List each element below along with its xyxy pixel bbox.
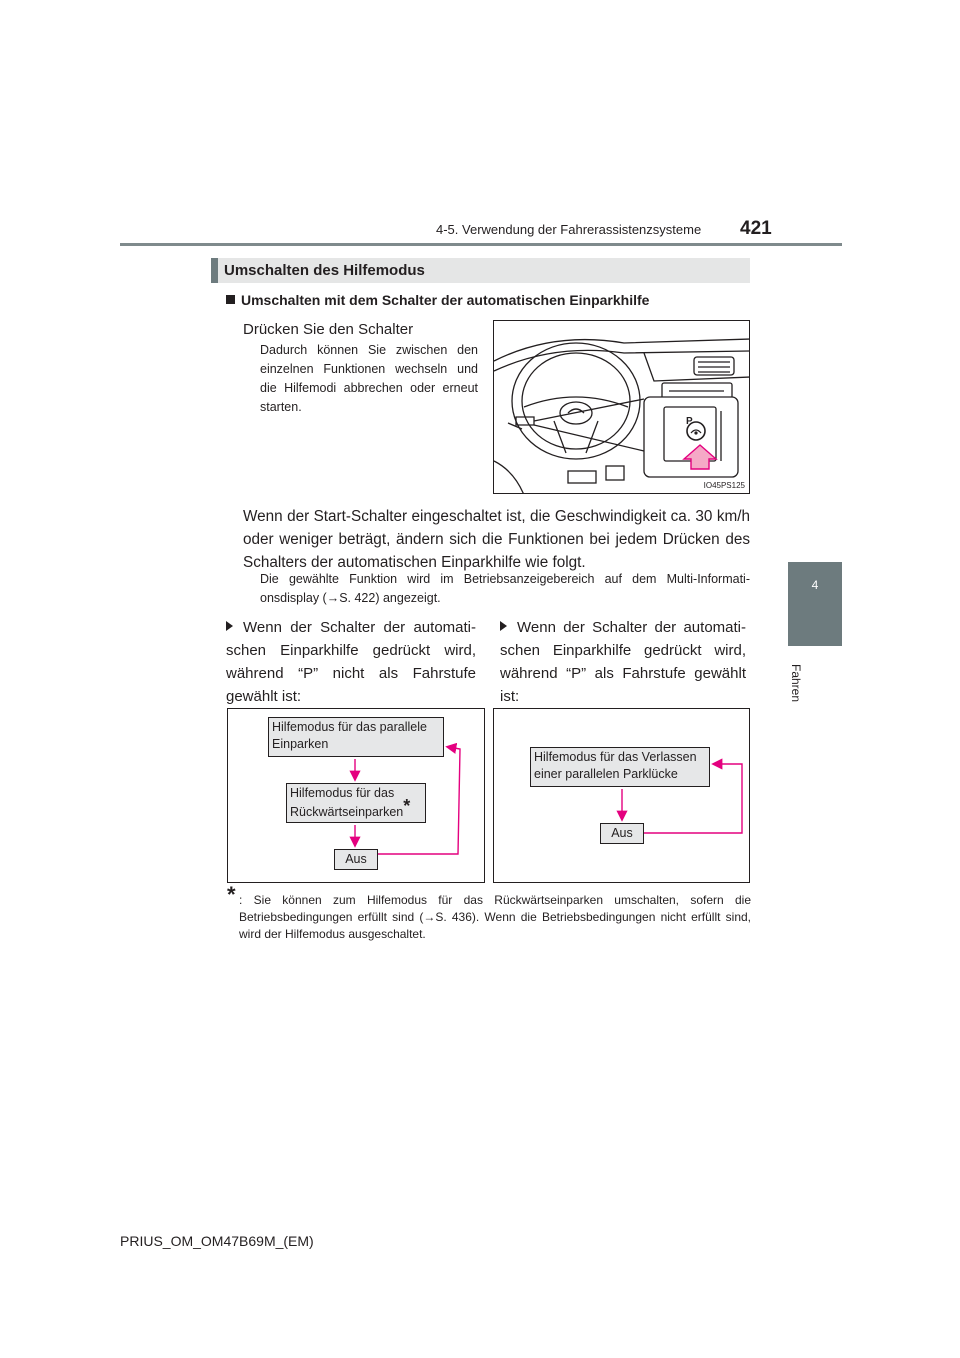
instruction-note: Dadurch können Sie zwischen den einzelnen Funktionen wechseln und die Hilfemodi abbrechen oder erneut starten. bbox=[260, 343, 478, 414]
main-paragraph: Wenn der Start-Schalter eingeschaltet ist, die Geschwindigkeit ca. 30 km/h oder weniger beträgt, ändern sich die Funktionen bei jedem Drücken des Schalters der automatischen Einparkhilfe wie folgt. bbox=[243, 508, 750, 571]
chapter-tab bbox=[788, 562, 842, 646]
square-bullet-icon bbox=[226, 295, 235, 304]
mode-box-reverse-parking-text: Hilfemodus für das Rückwärtseinparken bbox=[290, 786, 404, 819]
footnote-asterisk: * bbox=[227, 882, 236, 907]
instruction-text: Drücken Sie den Schalter bbox=[243, 321, 414, 338]
chapter-tab-number: 4 bbox=[811, 578, 819, 592]
subheading-text: Umschalten mit dem Schalter der automatischen Einparkhilfe bbox=[241, 292, 650, 308]
right-column-heading bbox=[500, 616, 746, 708]
main-paragraph-note: Die gewählte Funktion wird im Betriebsanzeigebereich auf dem Multi-Informati-onsdisplay (→S. 422) angezeigt. bbox=[260, 572, 750, 605]
chapter-tab-label: Fahren bbox=[789, 664, 803, 703]
subheading bbox=[226, 292, 649, 308]
switch-letter: P bbox=[686, 416, 693, 427]
footnote-mark: * bbox=[403, 796, 411, 816]
section-title: Umschalten des Hilfemodus bbox=[224, 262, 425, 279]
mode-box-off: Aus bbox=[334, 849, 378, 870]
mode-cycle-diagram-left bbox=[227, 708, 485, 883]
triangle-bullet-icon bbox=[500, 621, 507, 631]
mode-cycle-arrows-right bbox=[494, 709, 751, 884]
right-column-heading-text: Wenn der Schalter der automati-schen Einparkhilfe gedrückt wird, während “P” als Fahrstufe gewählt ist: bbox=[500, 619, 746, 705]
header-section-title: 4-5. Verwendung der Fahrerassistenzsysteme bbox=[436, 222, 702, 237]
footnote-text: : Sie können zum Hilfemodus für das Rückwärtseinparken umschalten, sofern die Betriebsbedingungen erfüllt sind (→S. 436). Wenn die Betriebsbedingungen nicht erfüllt sind, wird der Hilfemodus ausgeschaltet. bbox=[239, 893, 751, 941]
footnote bbox=[227, 882, 751, 943]
header-rule bbox=[120, 243, 842, 246]
mode-cycle-diagram-right bbox=[493, 708, 750, 883]
triangle-bullet-icon bbox=[226, 621, 233, 631]
page-number: 421 bbox=[740, 218, 772, 239]
figure-code: IO45PS125 bbox=[703, 481, 745, 490]
document-footer-code: PRIUS_OM_OM47B69M_(EM) bbox=[120, 1233, 314, 1249]
left-column-heading-text: Wenn der Schalter der automati-schen Einparkhilfe gedrückt wird, während “P” nicht als Fahrstufe gewählt ist: bbox=[226, 619, 476, 705]
mode-box-exit-parallel: Hilfemodus für das Verlassen einer parallelen Parklücke bbox=[530, 747, 710, 787]
dashboard-illustration bbox=[494, 321, 750, 494]
dashboard-figure bbox=[493, 320, 750, 494]
mode-cycle-arrows-left bbox=[228, 709, 486, 884]
left-column-heading bbox=[226, 616, 476, 708]
mode-box-parallel-parking: Hilfemodus für das parallele Einparken bbox=[268, 717, 444, 757]
mode-box-off: Aus bbox=[600, 823, 644, 844]
